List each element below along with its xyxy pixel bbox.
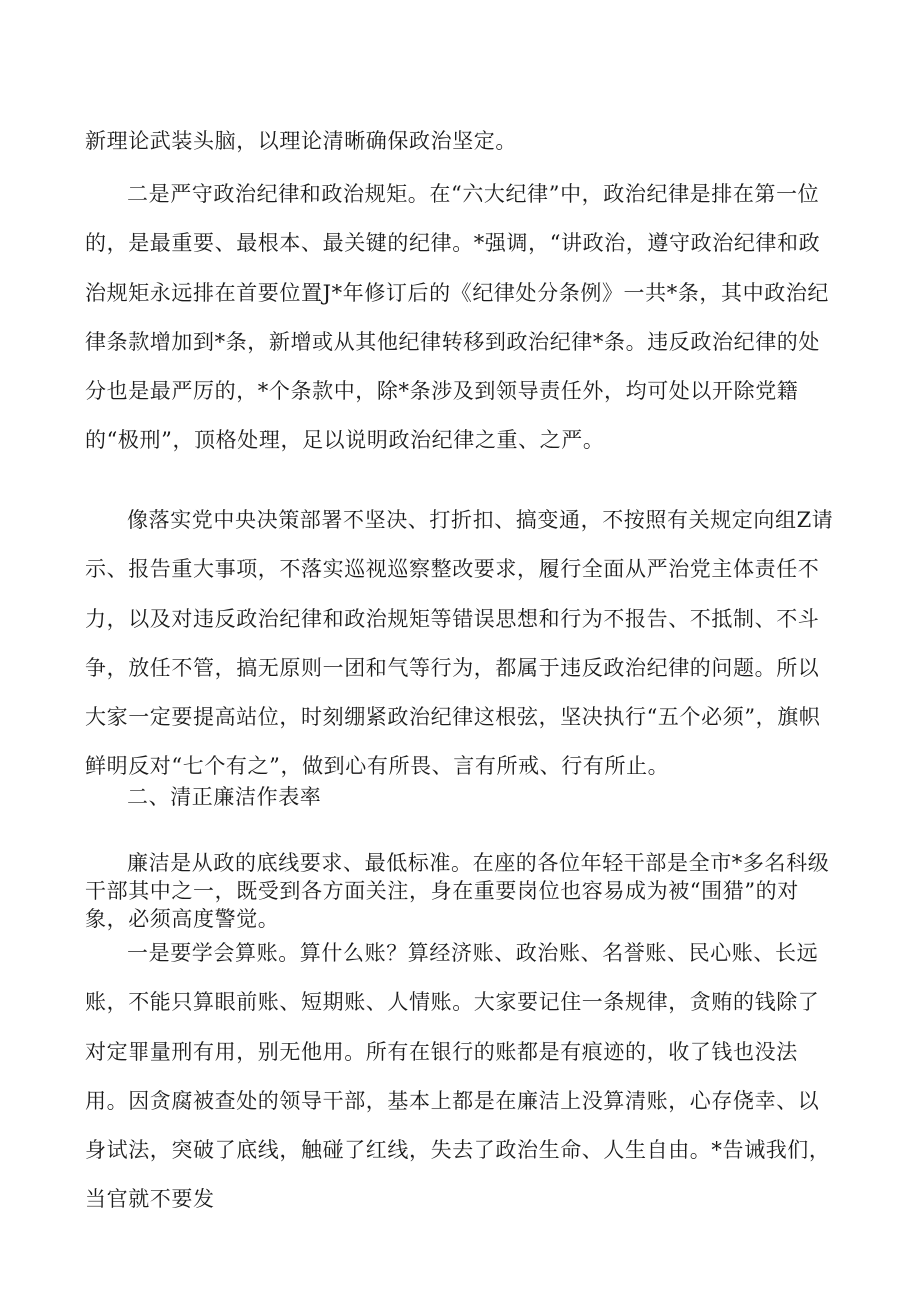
section-heading: 二、清正廉洁作表率 xyxy=(127,785,322,809)
paragraph-political-discipline: 二是严守政治纪律和政治规矩。在“六大纪律”中，政治纪律是排在第一位的，是最重要、最根本、最关键的纪律。*强调，“讲政治，遵守政治纪律和政治规矩永远排在首要位置J*年修订后的《纪律处分条例》一共*条，其中政治纪律条款增加到*条，新增或从其他纪律转移到政治纪律*条。违反政治纪律的处分也是最严厉的，*个条款中，除*条涉及到领导责任外，均可处以开除党籍的“极刑”，顶格处理，足以说明政治纪律之重、之严。 xyxy=(85,182,830,453)
paragraph-1: 新理论武装头脑，以理论清晰确保政治坚定。 xyxy=(85,129,517,153)
paragraph-integrity: 廉洁是从政的底线要求、最低标准。在座的各位年轻干部是全市*多名科级干部其中之一，既受到各方面关注，身在重要岗位也容易成为被“围猎”的对象，必须高度警觉。 xyxy=(85,851,830,931)
paragraph-accounting: 一是要学会算账。算什么账？算经济账、政治账、名誉账、民心账、长远账，不能只算眼前账、短期账、人情账。大家要记住一条规律，贪贿的钱除了对定罪量刑有用，别无他用。所有在银行的账都是有痕迹的，收了钱也没法用。因贪腐被查处的领导干部，基本上都是在廉洁上没算清账，心存侥幸、以身试法，突破了底线，触碰了红线，失去了政治生命、人生自由。*告诫我们，当官就不要发 xyxy=(85,941,831,1212)
paragraph-violations: 像落实党中央决策部署不坚决、打折扣、搞变通，不按照有关规定向组Z请示、报告重大事项，不落实巡视巡察整改要求，履行全面从严治党主体责任不力，以及对违反政治纪律和政治规矩等错误思想和行为不报告、不抵制、不斗争，放任不管，搞无原则一团和气等行为，都属于违反政治纪律的问题。所以大家一定要提高站位，时刻绷紧政治纪律这根弦，坚决执行“五个必须”，旗帜鲜明反对“七个有之”，做到心有所畏、言有所戒、行有所止。 xyxy=(85,508,834,779)
